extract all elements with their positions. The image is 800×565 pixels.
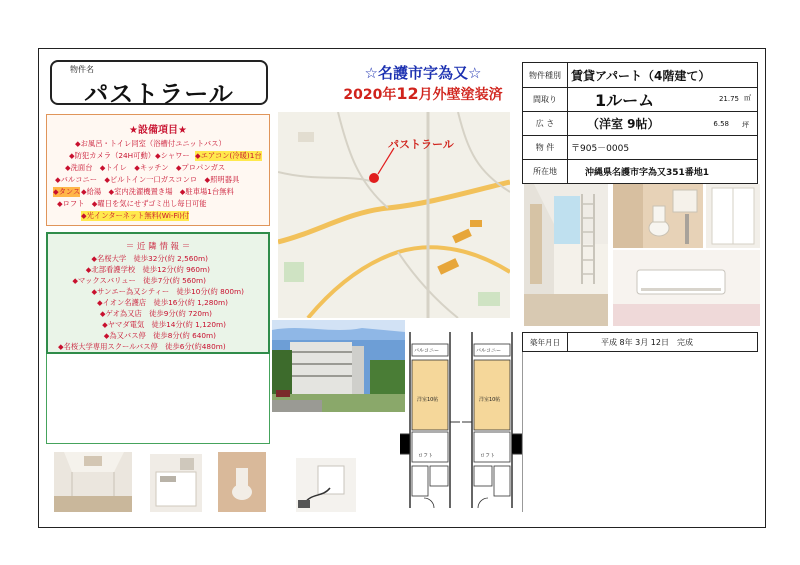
- facility-line: ◆給湯 ◆室内洗濯機置き場 ◆駐車場1台無料: [81, 187, 234, 196]
- facilities-panel: [46, 114, 270, 226]
- info-size-value: （洋室 9帖）: [587, 116, 660, 131]
- interior-photo-closet: [706, 184, 760, 248]
- floor-plan-loft: ロフト: [418, 453, 434, 459]
- interior-photo-aircon: [613, 250, 760, 326]
- floor-plan-room: 洋室10帖: [417, 397, 439, 403]
- info-row-type: [523, 63, 757, 88]
- nearby-item: ◆イオン名護店 徒歩16分(約 1,280m): [97, 298, 228, 307]
- property-name: パストラール: [84, 80, 234, 108]
- blank-box: [46, 354, 270, 444]
- info-row-address: [523, 159, 757, 183]
- nearby-item: ◆北部看護学校 徒歩12分(約 960m): [85, 265, 210, 274]
- info-postal: 〒905－0005: [571, 143, 630, 154]
- floor-plan-2: [462, 322, 522, 512]
- info-size-label: 広 さ: [523, 111, 568, 135]
- info-type-label: 物件種別: [523, 63, 568, 87]
- built-date-row: [522, 332, 758, 352]
- facility-line: ◆光インターネット無料(Wi-Fi)付: [81, 211, 190, 220]
- info-area-m2: 21.75: [718, 95, 739, 103]
- facility-line: ◆洗面台 ◆トイレ ◆キッチン ◆プロパンガス: [65, 163, 226, 172]
- blank-right-area: [522, 352, 759, 512]
- property-name-label: 物件名: [70, 65, 94, 74]
- facility-line: ◆お風呂・トイレ同室（浴槽付ユニットバス）: [75, 139, 226, 148]
- nearby-item: ◆名桜大学専用スクールバス停 徒歩6分(約480m): [58, 342, 226, 351]
- nearby-item: ◆マックスバリュー 徒歩7分(約 560m): [72, 276, 206, 285]
- floor-plan-loft: ロフト: [480, 453, 496, 459]
- facility-line: ◆ロフト ◆曜日を気にせずゴミ出し毎日可能: [57, 199, 207, 208]
- info-type-value: 賃貸アパート（4階建て）: [571, 68, 711, 83]
- area-title: ☆名護市字為又☆: [364, 64, 482, 82]
- interior-photo-bathroom: [613, 184, 703, 248]
- floor-plan-1: [400, 322, 460, 512]
- nearby-item: ◆ゲオ為又店 徒歩9分(約 720m): [99, 309, 212, 318]
- built-date-value: 平成 8年 3月 12日 完成: [601, 337, 693, 347]
- map-marker-label: パストラール: [388, 138, 454, 151]
- info-area-tsubo-unit: 坪: [742, 121, 749, 129]
- nearby-panel: [46, 232, 270, 354]
- property-name-box: [50, 60, 268, 108]
- info-layout-label: 間取り: [523, 87, 568, 111]
- nearby-title: ＝ 近 隣 情 報 ＝: [125, 242, 191, 252]
- info-address: 沖縄県名護市字為又351番地1: [585, 167, 710, 178]
- interior-photo-room: [524, 184, 608, 326]
- repaint-note: [318, 84, 528, 104]
- repaint-year: 2020年: [343, 87, 397, 103]
- info-area-tsubo: 6.58: [713, 120, 729, 128]
- photo-bath: [218, 452, 266, 512]
- nearby-item: ◆名桜大学 徒歩32分(約 2,560m): [91, 254, 208, 263]
- facility-line: ◆バルコニー ◆ビルトイン一口ガスコンロ ◆照明器具: [55, 175, 240, 184]
- repaint-month: 12: [396, 84, 419, 103]
- nearby-item: ◆ヤマダ電気 徒歩14分(約 1,120m): [102, 320, 226, 329]
- building-photo: [272, 320, 405, 412]
- photo-intercom: [296, 458, 356, 512]
- photo-loft-room: [54, 452, 132, 512]
- info-row-layout: [523, 87, 757, 112]
- info-property-label: 物 件: [523, 135, 568, 159]
- floor-plan-room: 洋室10帖: [479, 397, 501, 403]
- info-row-postal: [523, 135, 757, 160]
- floor-plan-balcony: バルコニー: [476, 348, 502, 354]
- nearby-item: ◆為又バス停 徒歩8分(約 640m): [103, 331, 216, 340]
- photo-kitchen: [150, 454, 202, 512]
- repaint-text: 月外壁塗装済: [418, 87, 503, 103]
- facilities-title: ★設備項目★: [129, 125, 187, 136]
- facility-line: ◆防犯カメラ（24H可動）◆シャワー: [69, 151, 190, 160]
- info-area-m2-unit: ㎡: [744, 94, 751, 102]
- nearby-item: ◆サンエー為又シティー 徒歩10分(約 800m): [91, 287, 244, 296]
- area-map: [278, 112, 510, 318]
- info-layout-value: 1ルーム: [595, 90, 655, 110]
- built-date-label: 築年月日: [523, 333, 568, 351]
- facility-line: ◆タンス: [53, 187, 81, 196]
- info-location-label: 所在地: [523, 159, 568, 183]
- facility-line: ◆エアコン(冷暖)1台: [195, 151, 262, 160]
- property-info-table: [522, 62, 758, 184]
- floor-plan-balcony: バルコニー: [414, 348, 440, 354]
- info-row-size: [523, 111, 757, 136]
